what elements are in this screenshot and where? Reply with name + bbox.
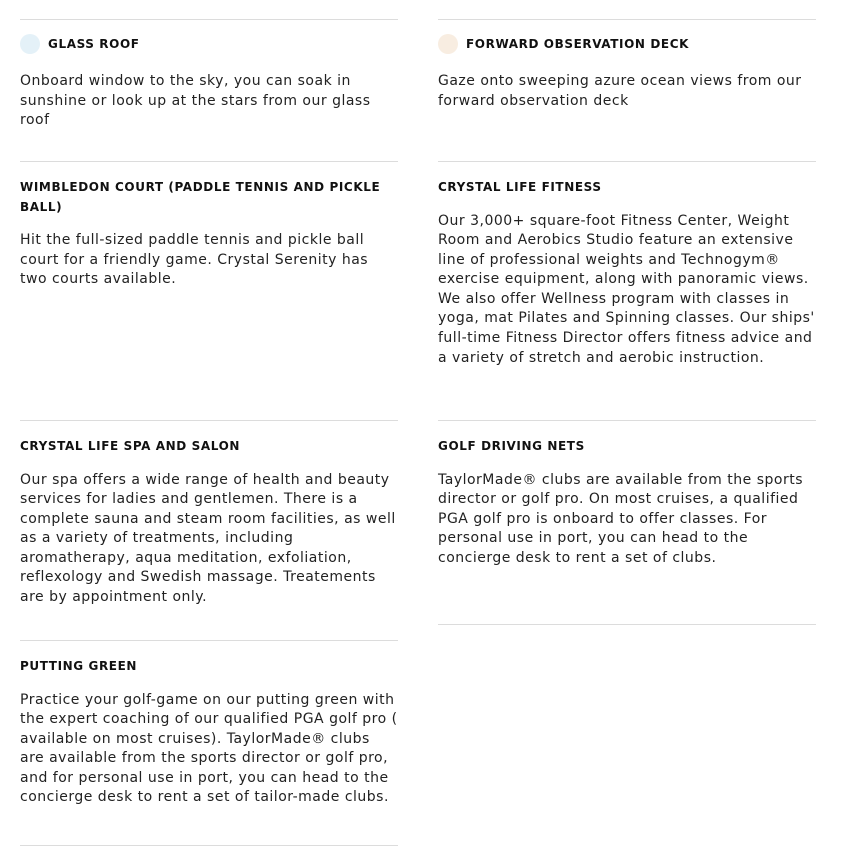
amenity-description: Gaze onto sweeping azure ocean views from our forward observation deck <box>438 73 802 109</box>
amenity-card-crystal-life-fitness <box>438 161 816 368</box>
amenity-card-putting-green <box>20 640 398 808</box>
amenity-title: CRYSTAL LIFE FITNESS <box>438 180 602 194</box>
amenity-description: Our spa offers a wide range of health and beauty services for ladies and gentlemen. There is a complete sauna and steam room facilities, as well as a variety of treatments, including aromatherapy, aqua meditation, exfoliation, reflexology and Swedish massage. Treatements are by appointment only. <box>20 471 396 606</box>
amenity-card-crystal-life-spa <box>20 420 398 608</box>
amenity-heading <box>438 178 816 198</box>
amenity-heading <box>20 36 398 54</box>
amenity-title: PUTTING GREEN <box>20 659 138 673</box>
amenity-heading <box>20 178 398 217</box>
color-swatch-icon <box>20 34 40 54</box>
amenity-description: Hit the full-sized paddle tennis and pickle ball court for a friendly game. Crystal Serenity has two courts available. <box>20 232 369 288</box>
color-swatch-icon <box>438 34 458 54</box>
amenity-heading <box>20 437 398 457</box>
amenity-heading <box>438 36 816 54</box>
amenity-card-forward-observation-deck <box>438 19 816 111</box>
amenity-card-glass-roof <box>20 19 398 131</box>
amenity-title: GLASS ROOF <box>48 37 140 51</box>
amenity-description: Practice your golf-game on our putting green with the expert coaching of our qualified PGA golf pro ( available on most cruises). TaylorMade® clubs are available from the sports director or golf pro, and for personal use in port, you can head to the concierge desk to rent a set of tailor-made clubs. <box>20 691 398 806</box>
amenity-heading <box>438 437 816 457</box>
amenity-title: FORWARD OBSERVATION DECK <box>466 37 689 51</box>
amenity-title: WIMBLEDON COURT (PADDLE TENNIS AND PICKLE BALL) <box>20 180 381 214</box>
amenity-card-golf-driving-nets <box>438 420 816 568</box>
amenity-description: Onboard window to the sky, you can soak in sunshine or look up at the stars from our glass roof <box>20 73 371 129</box>
divider <box>438 624 816 625</box>
amenity-title: GOLF DRIVING NETS <box>438 439 585 453</box>
amenity-heading <box>20 657 398 677</box>
divider <box>20 845 398 846</box>
amenity-card-wimbledon-court <box>20 161 398 290</box>
amenity-description: TaylorMade® clubs are available from the sports director or golf pro. On most cruises, a qualified PGA golf pro is onboard to offer classes. For personal use in port, you can head to the concierge desk to rent a set of clubs. <box>438 471 803 566</box>
amenity-title: CRYSTAL LIFE SPA AND SALON <box>20 439 241 453</box>
amenity-description: Our 3,000+ square-foot Fitness Center, Weight Room and Aerobics Studio feature an extensive line of professional weights and Technogym® exercise equipment, along with panoramic views. We also offer Wellness program with classes in yoga, mat Pilates and Spinning classes. Our ships' full-time Fitness Director offers fitness advice and a variety of stretch and aerobic instruction. <box>438 212 815 366</box>
